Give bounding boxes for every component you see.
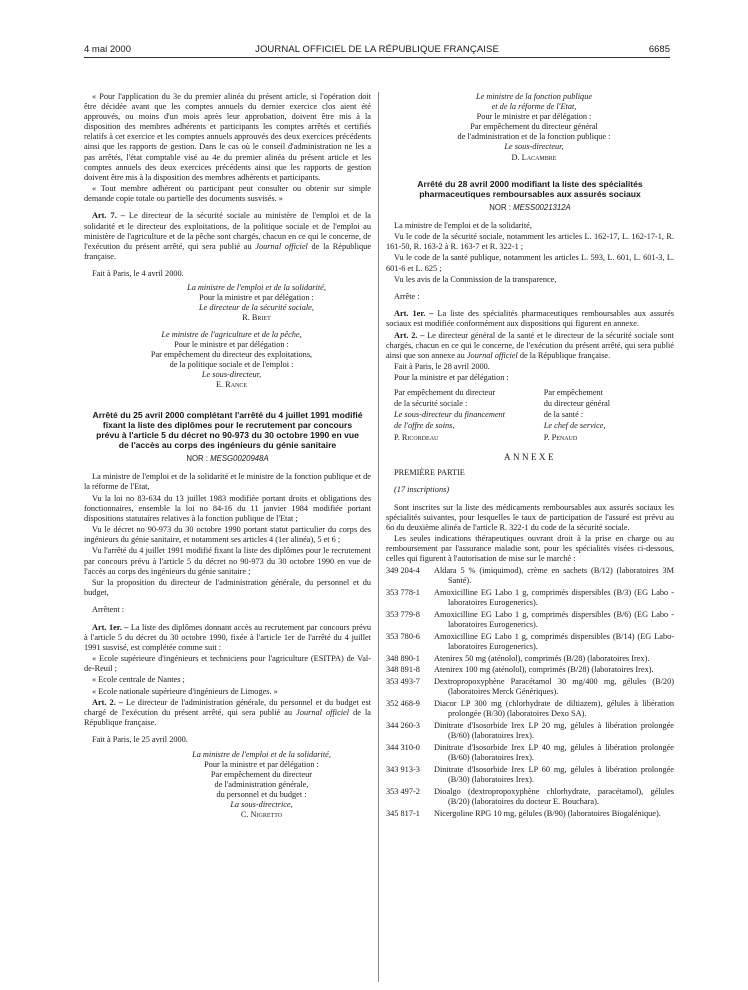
article-1: Art. 1er. – La liste des diplômes donnant accès au recrutement par concours prévu à l'article 5 du décret du 30 octobre 1990, fixée à l'article 1er de l'arrêté du 4 juillet 1991 susvisé, est complétée comme suit : bbox=[84, 622, 371, 652]
signature-block-2: Le ministre de l'agriculture et de la pêche, Pour le ministre et par délégation : Par empêchement du directeur des exploitations, de la politique sociale et de l'emploi : Le sous-directeur, E. Rance bbox=[150, 329, 313, 389]
issue-date: 4 mai 2000 bbox=[84, 44, 132, 55]
medication-list bbox=[386, 566, 674, 820]
article-2: Art. 2. – Le directeur de l'administration générale, du personnel et du budget est chargé de l'exécution du présent arrêté, qui sera publié au Journal officiel de la République française. bbox=[84, 697, 371, 728]
list-item: 345 817-1 Nicergoline RPG 10 mg, gélules (B/90) (laboratoires Biogalénique). bbox=[386, 809, 661, 819]
school-item: « Ecole centrale de Nantes ; bbox=[92, 675, 185, 685]
signature-b: Par empêchement du directeur général de la santé : Le chef de service, P. Penaud bbox=[543, 387, 611, 442]
intro-quote: « Pour l'application du 3e du premier alinéa du présent article, si l'opération doit être décidée avant que les comptes annuels du dernier exercice clos aient été approuvés, ou moins d'un mois après leur approbation, doivent être mis à la disposition des membres adhérents et participants les comptes arrêtés et certifiés relatifs à cet exercice et les comptes annuels approuvés des deux exercices précédents ainsi que les rapports de gestion. Dans le cas où le conseil d'administration ne les a pas arrêtés, l'état comptable visé au 4e du premier alinéa du présent article et les comptes annuels des deux exercices précédents ainsi que les rapports de gestion doivent être mis à la disposition des membres adhérents et participants. bbox=[84, 92, 371, 182]
list-item: 349 204-4 Aldara 5 % (imiquimod), crème en sachets (B/12) (laboratoires 3M Santé). bbox=[386, 565, 674, 585]
list-item: 348 890-1 Atenirex 50 mg (aténolol), comprimés (B/28) (laboratoires Irex). bbox=[386, 653, 650, 663]
premiere-partie: PREMIÈRE PARTIE bbox=[394, 468, 465, 478]
decree-title-28-avril: Arrêté du 28 avril 2000 modifiant la liste des spécialités pharmaceutiques remboursables aux assurés sociaux bbox=[417, 178, 643, 199]
article-7: Art. 7. – Le directeur de la sécurité sociale au ministère de l'emploi et de la solidarité et le directeur des exploitations, de la politique sociale et de l'emploi au ministère de l'agriculture et de la pêche sont chargés, chacun en ce qui le concerne, de l'exécution du présent arrêté, qui sera publié au Journal officiel de la République française. bbox=[84, 211, 371, 261]
header-rule bbox=[84, 57, 670, 58]
inscriptions-count: (17 inscriptions) bbox=[394, 485, 450, 495]
list-item: 344 310-0 Dinitrate d'Isosorbide Irex LP 40 mg, gélules à libération prolongée (B/60) (laboratoires Irex). bbox=[386, 743, 674, 763]
article-1: Art. 1er. – La liste des spécialités pharmaceutiques remboursables aux assurés sociaux est modifiée conformément aux dispositions qui figurent en annexe. bbox=[386, 309, 675, 329]
list-item: 352 468-9 Diacor LP 300 mg (chlorhydrate de diltiazem), gélules à libération prolongée (B/30) (laboratoires Dexo SA). bbox=[386, 699, 674, 719]
arrete: Arrête : bbox=[394, 292, 420, 302]
annexe-heading: ANNEXE bbox=[504, 451, 556, 462]
signature-block-3: La ministre de l'emploi et de la solidarité, Pour la ministre et par délégation : Par empêchement du directeur de l'administration générale, du personnel et du budget : La sous-directrice, C. Nigretto bbox=[192, 749, 331, 820]
school-item: « Ecole supérieure d'ingénieurs et techniciens pour l'agriculture (ESITPA) de Val-de-Reuil ; bbox=[84, 654, 371, 674]
column-divider bbox=[378, 92, 379, 982]
visa-0: La ministre de l'emploi et de la solidarité, bbox=[394, 220, 532, 230]
annexe-paragraph-2: Les seules indications thérapeutiques ouvrant droit à la prise en charge ou au remboursement par l'assurance maladie sont, pour les spécialités visées ci-dessous, celles qui figurent à l'autorisation de mise sur le marché : bbox=[386, 534, 674, 564]
school-item: « Ecole nationale supérieure d'ingénieurs de Limoges. » bbox=[92, 686, 278, 696]
delegation: Pour la ministre et par délégation : bbox=[394, 373, 509, 383]
article-7-label: Art. 7. – bbox=[92, 211, 125, 221]
list-item: 353 493-7 Dextropropoxyphène Paracétamol 30 mg/400 mg, gélules (B/20) (laboratoires Merck Génériques). bbox=[386, 677, 674, 697]
annexe-paragraph-1: Sont inscrites sur la liste des médicaments remboursables aux assurés sociaux les spécialités suivantes, pour lesquelles le taux de participation de l'assuré est prévu au 6o du deuxième alinéa de l'article R. 322-1 du code de la sécurité sociale. bbox=[386, 502, 674, 532]
signature-block-1: La ministre de l'emploi et de la solidarité, Pour la ministre et par délégation : Le directeur de la sécurité sociale, R. Briet bbox=[187, 283, 326, 323]
list-item: 353 780-6 Amoxicilline EG Labo 1 g, comprimés dispersibles (B/14) (EG Labo-laboratoires Eurogenerics). bbox=[386, 631, 674, 651]
signature-a: Par empêchement du directeur de la sécurité sociale : Le sous-directeur du financement de l'offre de soins, P. Ricordeau bbox=[394, 387, 505, 442]
arretent: Arrêtent : bbox=[92, 605, 125, 615]
page-number: 6685 bbox=[648, 44, 670, 55]
visa-0: La ministre de l'emploi et de la solidarité et le ministre de la fonction publique et de la réforme de l'Etat, bbox=[84, 472, 371, 492]
journal-title: JOURNAL OFFICIEL DE LA RÉPUBLIQUE FRANÇAISE bbox=[255, 44, 499, 55]
visa-1: Vu la loi no 83-634 du 13 juillet 1983 modifiée portant droits et obligations des fonctionnaires, ensemble la loi no 84-16 du 11 janvier 1984 modifiée portant dispositions statutaires relatives à la fonction publique de l'Etat ; bbox=[84, 493, 371, 523]
page-header bbox=[84, 44, 670, 58]
list-item: 344 260-3 Dinitrate d'Isosorbide Irex LP 20 mg, gélules à libération prolongée (B/60) (laboratoires Irex). bbox=[386, 721, 674, 741]
nor-reference-1: NOR : MESG0020948A bbox=[186, 454, 269, 464]
visa-2: Vu le décret no 90-973 du 30 octobre 1990 portant statut particulier du corps des ingénieurs du génie sanitaire, et notamment ses articles 4 (1er alinéa), 5 et 6 ; bbox=[84, 525, 371, 545]
list-item: 353 778-1 Amoxicilline EG Labo 1 g, comprimés dispersibles (B/3) (EG Labo - laboratoires Eurogenerics). bbox=[386, 587, 674, 607]
dual-signatures bbox=[386, 388, 674, 444]
list-item: 353 779-8 Amoxicilline EG Labo 1 g, comprimés dispersibles (B/6) (EG Labo - laboratoires Eurogenerics). bbox=[386, 609, 674, 629]
visa-2: Vu le code de la santé publique, notamment les articles L. 593, L. 601, L. 601-3, L. 601-6 et L. 625 ; bbox=[386, 253, 674, 273]
intro-quote-2: « Tout membre adhérent ou participant peut consulter ou obtenir sur simple demande copie totale ou partielle des documents susvisés. » bbox=[84, 184, 371, 204]
fait-a-paris-2: Fait à Paris, le 25 avril 2000. bbox=[92, 735, 188, 745]
list-item: 343 913-3 Dinitrate d'Isosorbide Irex LP 60 mg, gélules à libération prolongée (B/30) (laboratoires Irex). bbox=[386, 765, 674, 785]
list-item: 353 497-2 Dioalgo (dextropropoxyphène chlorhydrate, paracétamol), gélules (B/20) (laboratoires du docteur E. Bouchara). bbox=[386, 787, 674, 807]
visa-3: Vu les avis de la Commission de la transparence, bbox=[394, 274, 557, 284]
list-item: 348 891-8 Atenirex 100 mg (aténolol), comprimés (B/28) (laboratoires Irex). bbox=[386, 665, 654, 675]
visa-4: Sur la proposition du directeur de l'administration générale, du personnel et du budget, bbox=[84, 577, 371, 597]
left-column bbox=[84, 92, 371, 826]
article-2: Art. 2. – Le directeur général de la santé et le directeur de la sécurité sociale sont chargés, chacun en ce qui le concerne, de l'exécution du présent arrêté, qui sera publié ainsi que son annexe au Journal officiel de la République française. bbox=[386, 330, 674, 360]
visa-3: Vu l'arrêté du 4 juillet 1991 modifié fixant la liste des diplômes pour le recrutement par concours prévu à l'article 5 du décret no 90-973 du 30 octobre 1990 en vue de l'accès au corps des ingénieurs du génie sanitaire ; bbox=[84, 546, 371, 576]
signature-block-top: Le ministre de la fonction publique et de la réforme de l'Etat, Pour le ministre et par délégation : Par empêchement du directeur général de l'administration et de la fonction publique : Le sous-directeur, D. Lacambre bbox=[457, 92, 611, 162]
right-column bbox=[386, 92, 674, 821]
nor-reference-2: NOR : MESS0021312A bbox=[489, 202, 571, 212]
visa-1: Vu le code de la sécurité sociale, notamment les articles L. 162-17, L. 162-17-1, R. 161-50, R. 163-2 à R. 163-7 et R. 322-1 ; bbox=[386, 232, 674, 252]
fait-a-paris-3: Fait à Paris, le 28 avril 2000. bbox=[394, 362, 490, 372]
decree-title-25-avril: Arrêté du 25 avril 2000 complétant l'arrêté du 4 juillet 1991 modifié fixant la liste des diplômes pour le recrutement par concours prévu à l'article 5 du décret no 90-973 du 30 octobre 1990 en vue de l'accès au corps des ingénieurs du génie sanitaire bbox=[92, 410, 363, 451]
fait-a-paris-1: Fait à Paris, le 4 avril 2000. bbox=[92, 269, 184, 279]
